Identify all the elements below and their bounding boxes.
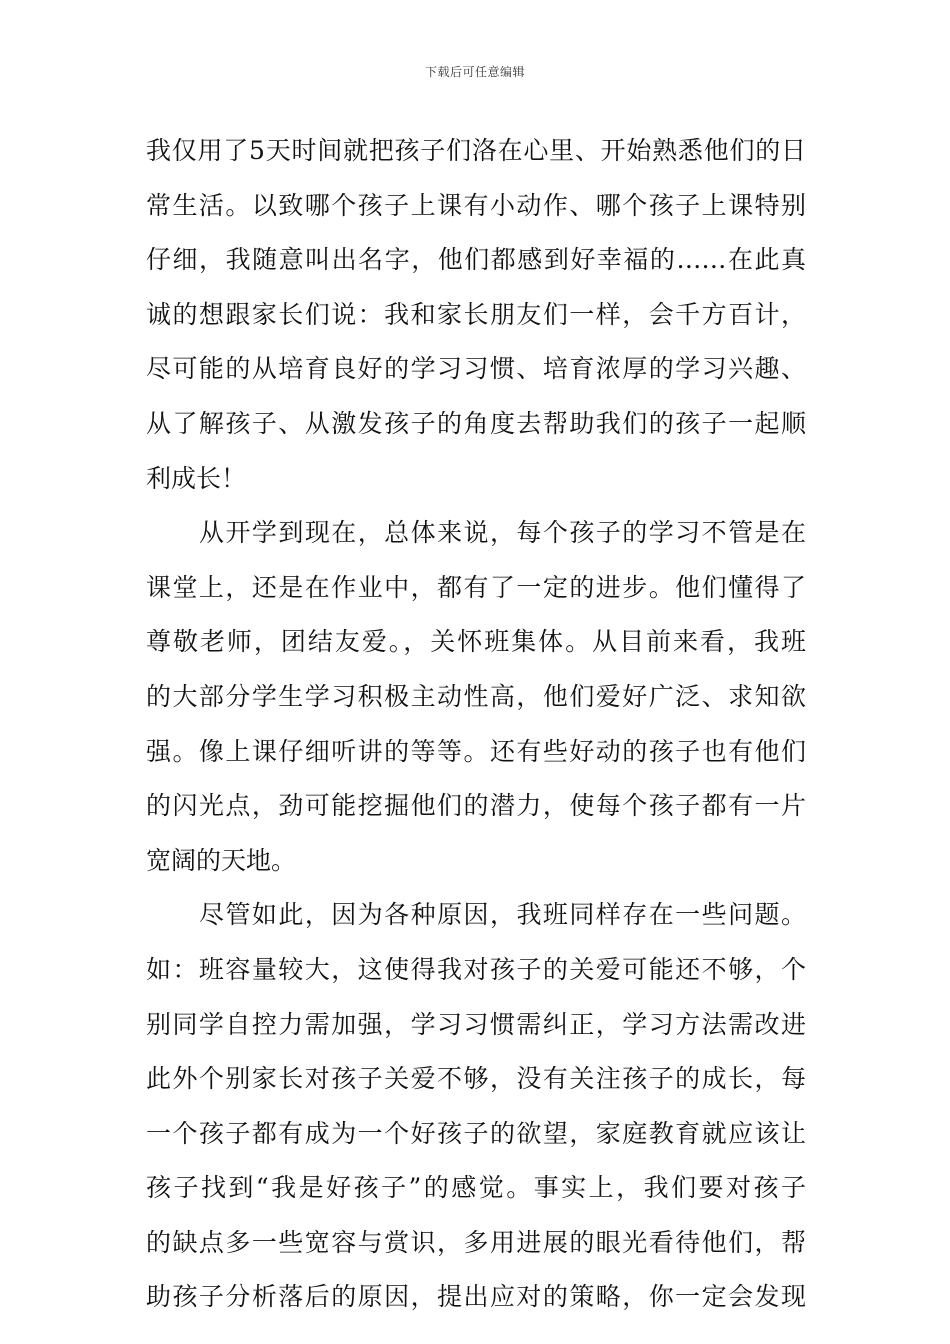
text-line: 尊敬老师，团结友爱。，关怀班集体。从目前来看，我班 [146,627,806,657]
text-line: 强。像上课仔细听讲的等等。还有些好动的孩子也有他们 [146,736,806,766]
text-line: 孩子找到“我是好孩子”的感觉。事实上，我们要对孩子 [146,1173,806,1203]
document-body [146,124,806,1325]
text-line: 一个孩子都有成为一个好孩子的欲望，家庭教育就应该让 [146,1118,806,1148]
text-line: 诚的想跟家长们说：我和家长朋友们一样，会千方百计， [146,299,806,329]
text-line: 别同学自控力需加强，学习习惯需纠正，学习方法需改进 [146,1009,806,1039]
text-line: 如：班容量较大，这使得我对孩子的关爱可能还不够，个 [146,954,806,984]
text-line: 的大部分学生学习积极主动性高，他们爱好广泛、求知欲 [146,681,806,711]
text-line: 助孩子分析落后的原因，提出应对的策略，你一定会发现 [146,1282,806,1312]
text-line: 的闪光点，劲可能挖掘他们的潜力，使每个孩子都有一片 [146,791,806,821]
text-line: 宽阔的天地。 [146,845,297,875]
text-line: 尽管如此，因为各种原因，我班同样存在一些问题。 [199,900,806,930]
text-line: 常生活。以致哪个孩子上课有小动作、哪个孩子上课特别 [146,190,806,220]
text-line: 的缺点多一些宽容与赏识，多用进展的眼光看待他们，帮 [146,1227,806,1257]
text-line: 从开学到现在，总体来说，每个孩子的学习不管是在 [199,518,806,548]
text-line: 课堂上，还是在作业中，都有了一定的进步。他们懂得了 [146,572,806,602]
text-line: 我仅用了5天时间就把孩子们洛在心里、开始熟悉他们的日 [146,136,806,165]
text-line: 利成长！ [146,463,247,493]
text-line: 仔细，我随意叫出名字，他们都感到好幸福的……在此真 [146,245,806,275]
text-line: 从了解孩子、从激发孩子的角度去帮助我们的孩子一起顺 [146,408,806,438]
text-line: 尽可能的从培育良好的学习习惯、培育浓厚的学习兴趣、 [146,354,806,384]
page-header: 下载后可任意编辑 [424,65,525,79]
text-line: 此外个别家长对孩子关爱不够，没有关注孩子的成长，每 [146,1064,806,1094]
